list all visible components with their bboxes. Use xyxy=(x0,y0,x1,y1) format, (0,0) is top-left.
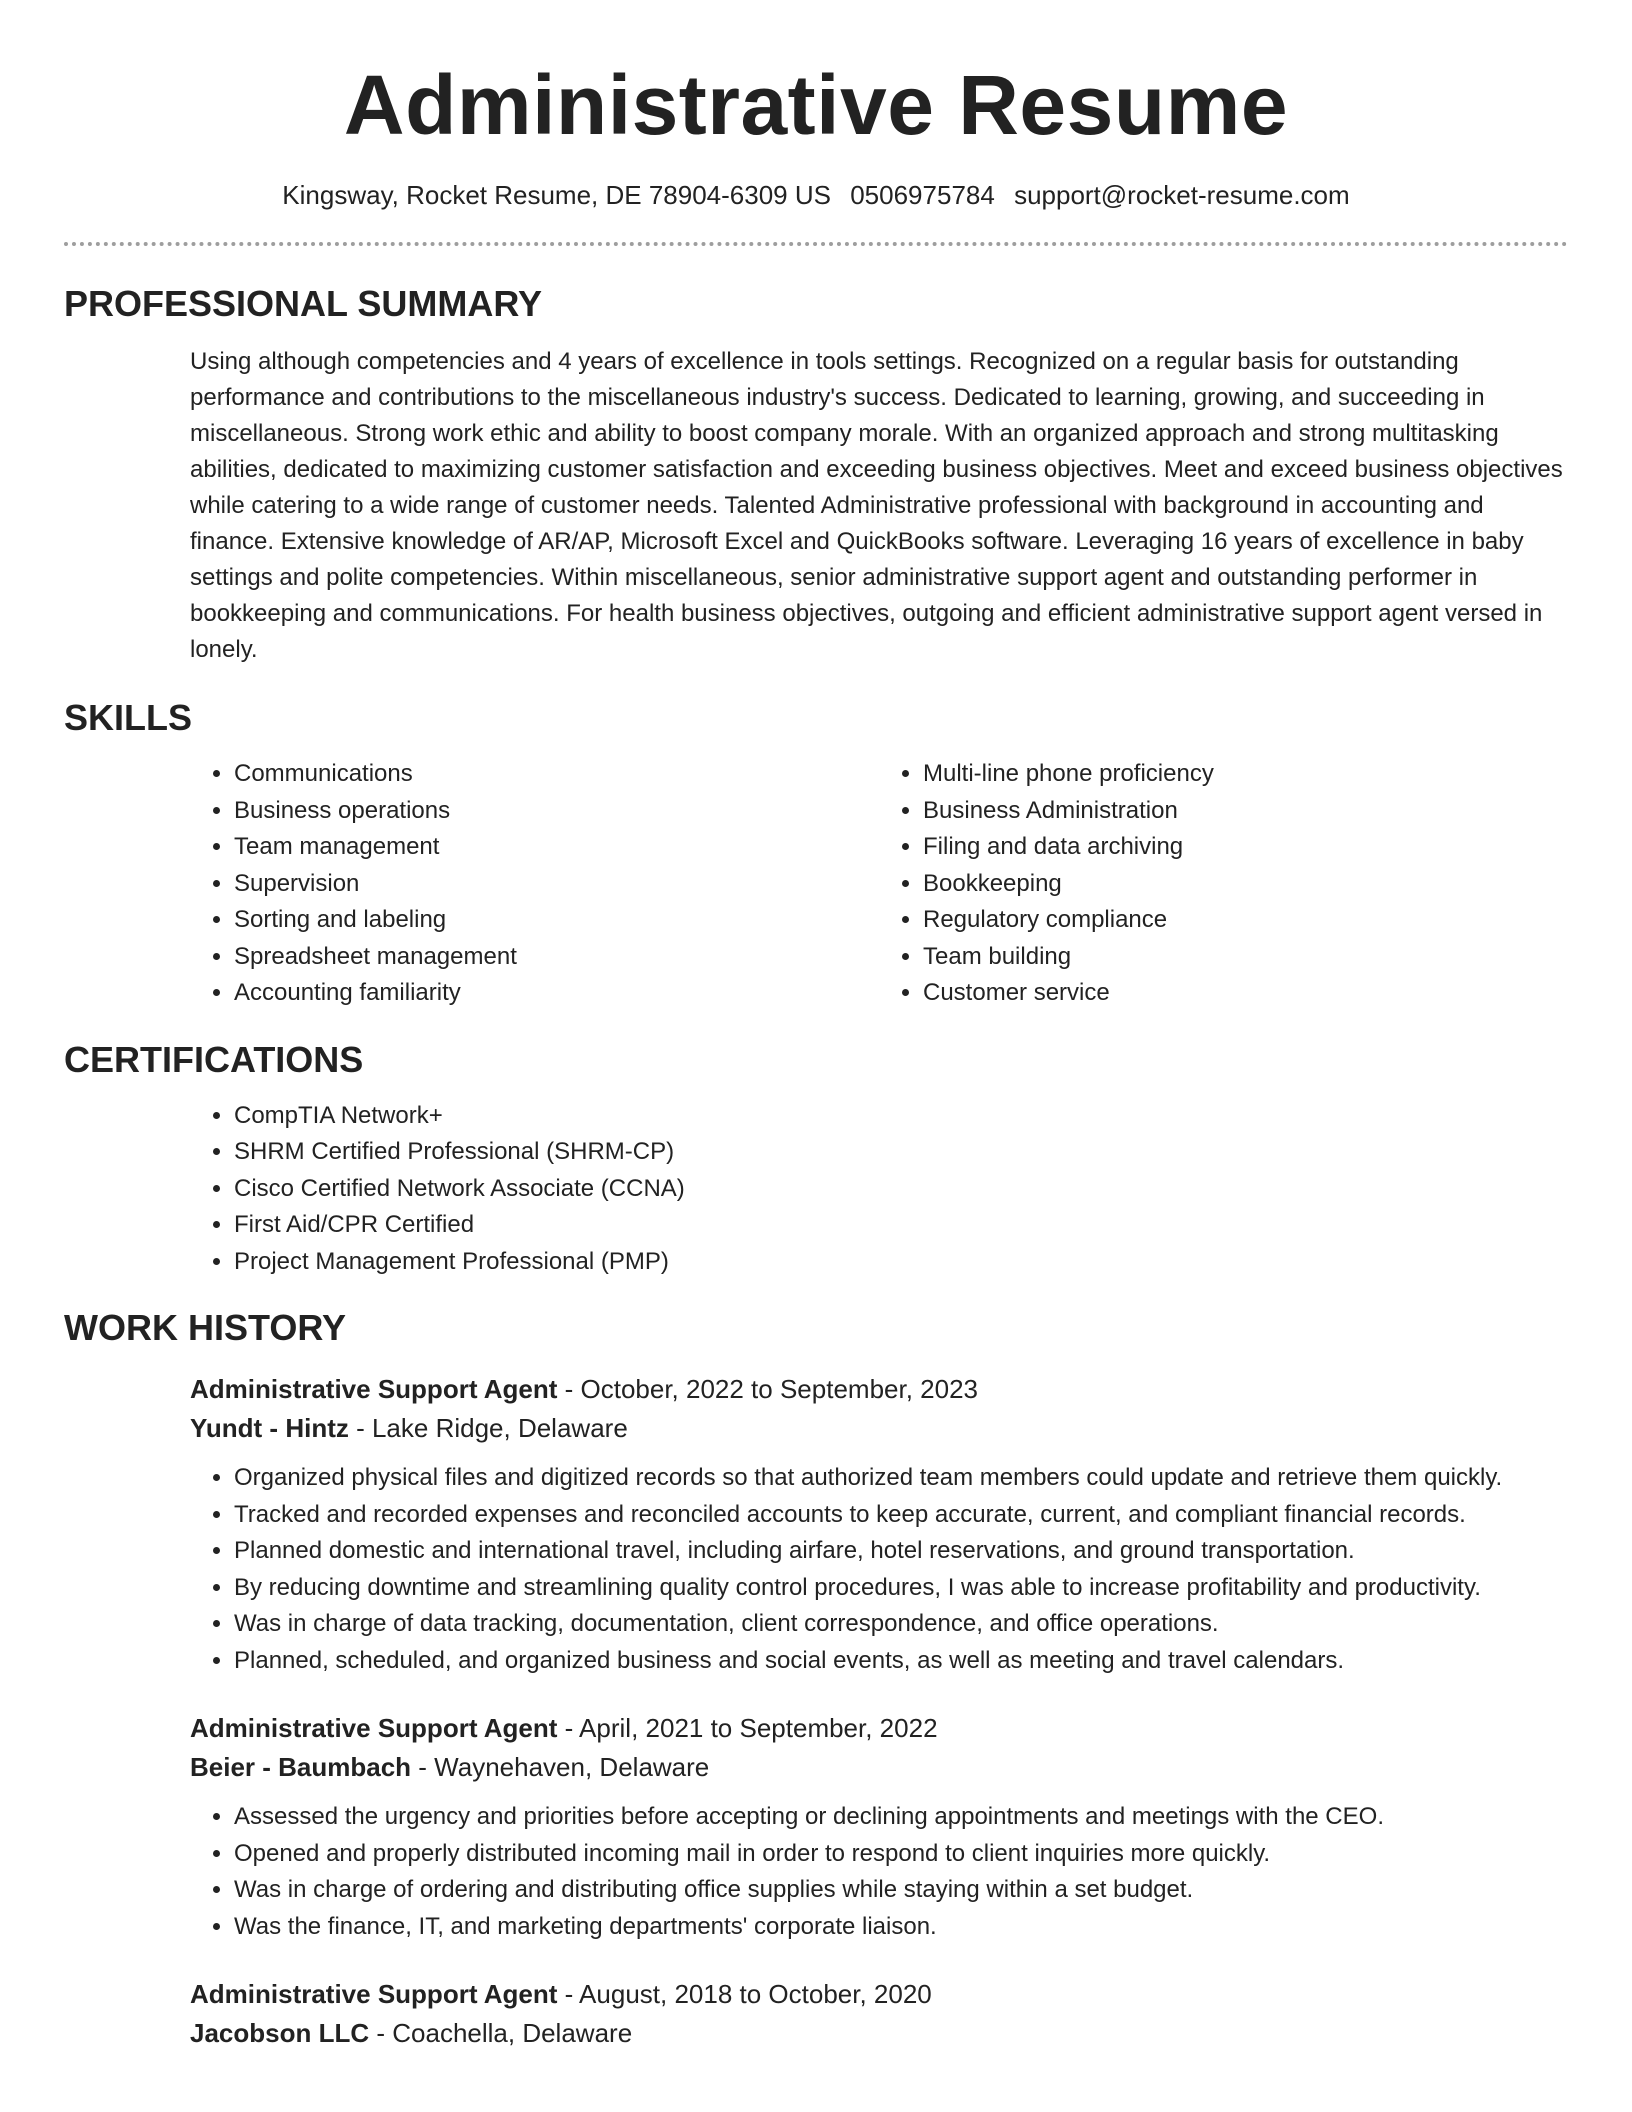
skill-item: • Communications xyxy=(234,756,879,793)
skill-item: • Business operations xyxy=(234,793,879,830)
job-duty: • Opened and properly distributed incoming mail in order to respond to client inquiries more quickly. xyxy=(234,1836,1568,1873)
skill-item: • Team management xyxy=(234,829,879,866)
job-company-line xyxy=(190,1748,1568,1787)
job-title: Administrative Support Agent xyxy=(190,1979,558,2009)
skills-list-left xyxy=(190,756,879,1012)
job-company: Jacobson LLC xyxy=(190,2018,370,2048)
job-company-line xyxy=(190,1409,1568,1448)
job-title-line xyxy=(190,1709,1568,1748)
job-duty: • Planned domestic and international travel, including airfare, hotel reservations, and ground transportation. xyxy=(234,1533,1568,1570)
certification-item: • Cisco Certified Network Associate (CCNA) xyxy=(234,1171,1568,1208)
skills-list-right xyxy=(879,756,1568,1012)
skill-item: • Team building xyxy=(923,939,1568,976)
skill-item: • Regulatory compliance xyxy=(923,902,1568,939)
skills-columns xyxy=(190,756,1568,1012)
job-duty: • Assessed the urgency and priorities before accepting or declining appointments and meetings with the CEO. xyxy=(234,1799,1568,1836)
job-duties-list xyxy=(190,1460,1568,1679)
job-duty: • Was the finance, IT, and marketing departments' corporate liaison. xyxy=(234,1909,1568,1946)
job-entry xyxy=(190,1709,1568,1945)
section-heading-skills: SKILLS xyxy=(64,697,193,738)
job-company: Yundt - Hintz xyxy=(190,1413,349,1443)
skill-item: • Multi-line phone proficiency xyxy=(923,756,1568,793)
job-location: - Waynehaven, Delaware xyxy=(411,1752,710,1782)
certifications-list xyxy=(190,1098,1568,1281)
skill-item: • Supervision xyxy=(234,866,879,903)
job-entry xyxy=(190,1370,1568,1679)
contact-phone: 0506975784 xyxy=(850,180,995,210)
professional-summary-section xyxy=(64,282,1568,668)
job-duty: • Tracked and recorded expenses and reconciled accounts to keep accurate, current, and compliant financial records. xyxy=(234,1497,1568,1534)
job-entry xyxy=(190,1975,1568,2053)
skill-item: • Bookkeeping xyxy=(923,866,1568,903)
job-title: Administrative Support Agent xyxy=(190,1713,558,1743)
section-heading-work-history: WORK HISTORY xyxy=(64,1307,347,1348)
header-divider xyxy=(64,242,1568,246)
certification-item: • Project Management Professional (PMP) xyxy=(234,1244,1568,1281)
skill-item: • Sorting and labeling xyxy=(234,902,879,939)
job-dates: - April, 2021 to September, 2022 xyxy=(557,1713,938,1743)
certification-item: • First Aid/CPR Certified xyxy=(234,1207,1568,1244)
job-duties-list xyxy=(190,1799,1568,1945)
section-heading-summary: PROFESSIONAL SUMMARY xyxy=(64,283,543,324)
skill-item: • Business Administration xyxy=(923,793,1568,830)
job-title: Administrative Support Agent xyxy=(190,1374,558,1404)
job-duty: • Organized physical files and digitized records so that authorized team members could update and retrieve them quickly. xyxy=(234,1460,1568,1497)
job-dates: - October, 2022 to September, 2023 xyxy=(557,1374,978,1404)
resume-title: Administrative Resume xyxy=(343,58,1289,152)
contact-email[interactable]: support@rocket-resume.com xyxy=(1014,180,1350,210)
contact-line xyxy=(64,178,1568,212)
skill-item: • Accounting familiarity xyxy=(234,975,879,1012)
skill-item: • Spreadsheet management xyxy=(234,939,879,976)
skill-item: • Customer service xyxy=(923,975,1568,1012)
job-location: - Lake Ridge, Delaware xyxy=(348,1413,628,1443)
job-title-line xyxy=(190,1975,1568,2014)
job-duty: • Was in charge of ordering and distributing office supplies while staying within a set budget. xyxy=(234,1872,1568,1909)
certification-item: • SHRM Certified Professional (SHRM-CP) xyxy=(234,1134,1568,1171)
skill-item: • Filing and data archiving xyxy=(923,829,1568,866)
certifications-section xyxy=(64,1038,1568,1281)
job-title-line xyxy=(190,1370,1568,1409)
section-heading-certifications: CERTIFICATIONS xyxy=(64,1038,364,1080)
job-location: - Coachella, Delaware xyxy=(369,2018,633,2048)
job-company-line xyxy=(190,2014,1568,2053)
skills-section xyxy=(64,696,1568,1012)
job-duty: • By reducing downtime and streamlining quality control procedures, I was able to increase profitability and productivity. xyxy=(234,1570,1568,1607)
work-history-section xyxy=(64,1306,1568,2053)
job-company: Beier - Baumbach xyxy=(190,1752,412,1782)
job-duty: • Was in charge of data tracking, documentation, client correspondence, and office operations. xyxy=(234,1606,1568,1643)
certification-item: • CompTIA Network+ xyxy=(234,1098,1568,1135)
job-dates: - August, 2018 to October, 2020 xyxy=(557,1979,932,2009)
contact-address: Kingsway, Rocket Resume, DE 78904-6309 US xyxy=(282,180,831,210)
summary-text: Using although competencies and 4 years of excellence in tools settings. Recognized on a regular basis for outstanding performance and contributions to the miscellaneous industry's success. Dedicated to learning, growing, and succeeding in miscellaneous. Strong work ethic and ability to boost company morale. With an organized approach and strong multitasking abilities, dedicated to maximizing customer satisfaction and exceeding business objectives. Meet and exceed business objectives while catering to a wide range of customer needs. Talented Administrative professional with background in accounting and finance. Extensive knowledge of AR/AP, Microsoft Excel and QuickBooks software. Leveraging 16 years of excellence in baby settings and polite competencies. Within miscellaneous, senior administrative support agent and outstanding performer in bookkeeping and communications. For health business objectives, outgoing and efficient administrative support agent versed in lonely. xyxy=(190,348,1563,663)
job-duty: • Planned, scheduled, and organized business and social events, as well as meeting and travel calendars. xyxy=(234,1643,1568,1680)
